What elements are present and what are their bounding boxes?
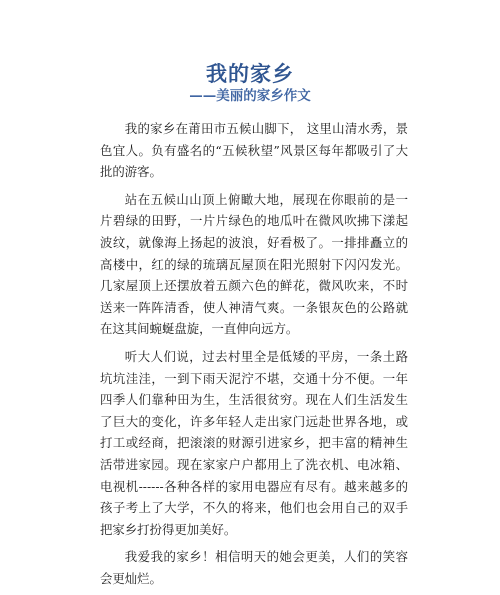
article-body (100, 118, 408, 595)
paragraph-scenery: 站在五候山山顶上俯瞰大地，展现在你眼前的是一片碧绿的田野，一片片绿色的地瓜叶在微风吹拂下漾起波纹，就像海上扬起的波浪，好看极了。一排排矗立的高楼中，红的绿的琉璃瓦屋顶在阳光照射下闪闪发光。几家屋顶上还摆放着五颜六色的鲜花，微风吹来，不时送来一阵阵清香，使人神清气爽。一条银灰色的公路就在这其间蜿蜒盘旋，一直伸向远方。 (100, 191, 408, 337)
paragraph-history: 听大人们说，过去村里全是低矮的平房，一条土路坑坑洼洼，一到下雨天泥泞不堪，交通十分不便。一年四季人们靠种田为生，生活很贫穷。现在人们生活发生了巨大的变化，许多年轻人走出家门远赴世界各地，或打工或经商，把滚滚的财源引进家乡，把丰富的精神生活带进家园。现在家家户户都用上了洗衣机、电冰箱、电视机------各种各样的家用电器应有尽有。越来越多的孩子考上了大学，不久的将来，他们也会用自己的双手把家乡打扮得更加美好。 (100, 348, 408, 537)
page-title: 我的家乡 (206, 61, 294, 86)
page-subtitle: ——美丽的家乡作文 (189, 88, 311, 104)
paragraph-conclusion: 我爱我的家乡！相信明天的她会更美，人们的笑容会更灿烂。 (100, 549, 408, 586)
paragraph-intro: 我的家乡在莆田市五候山脚下， 这里山清水秀，景色宜人。负有盛名的“五候秋望”风景区每年都吸引了大批的游客。 (100, 121, 408, 180)
